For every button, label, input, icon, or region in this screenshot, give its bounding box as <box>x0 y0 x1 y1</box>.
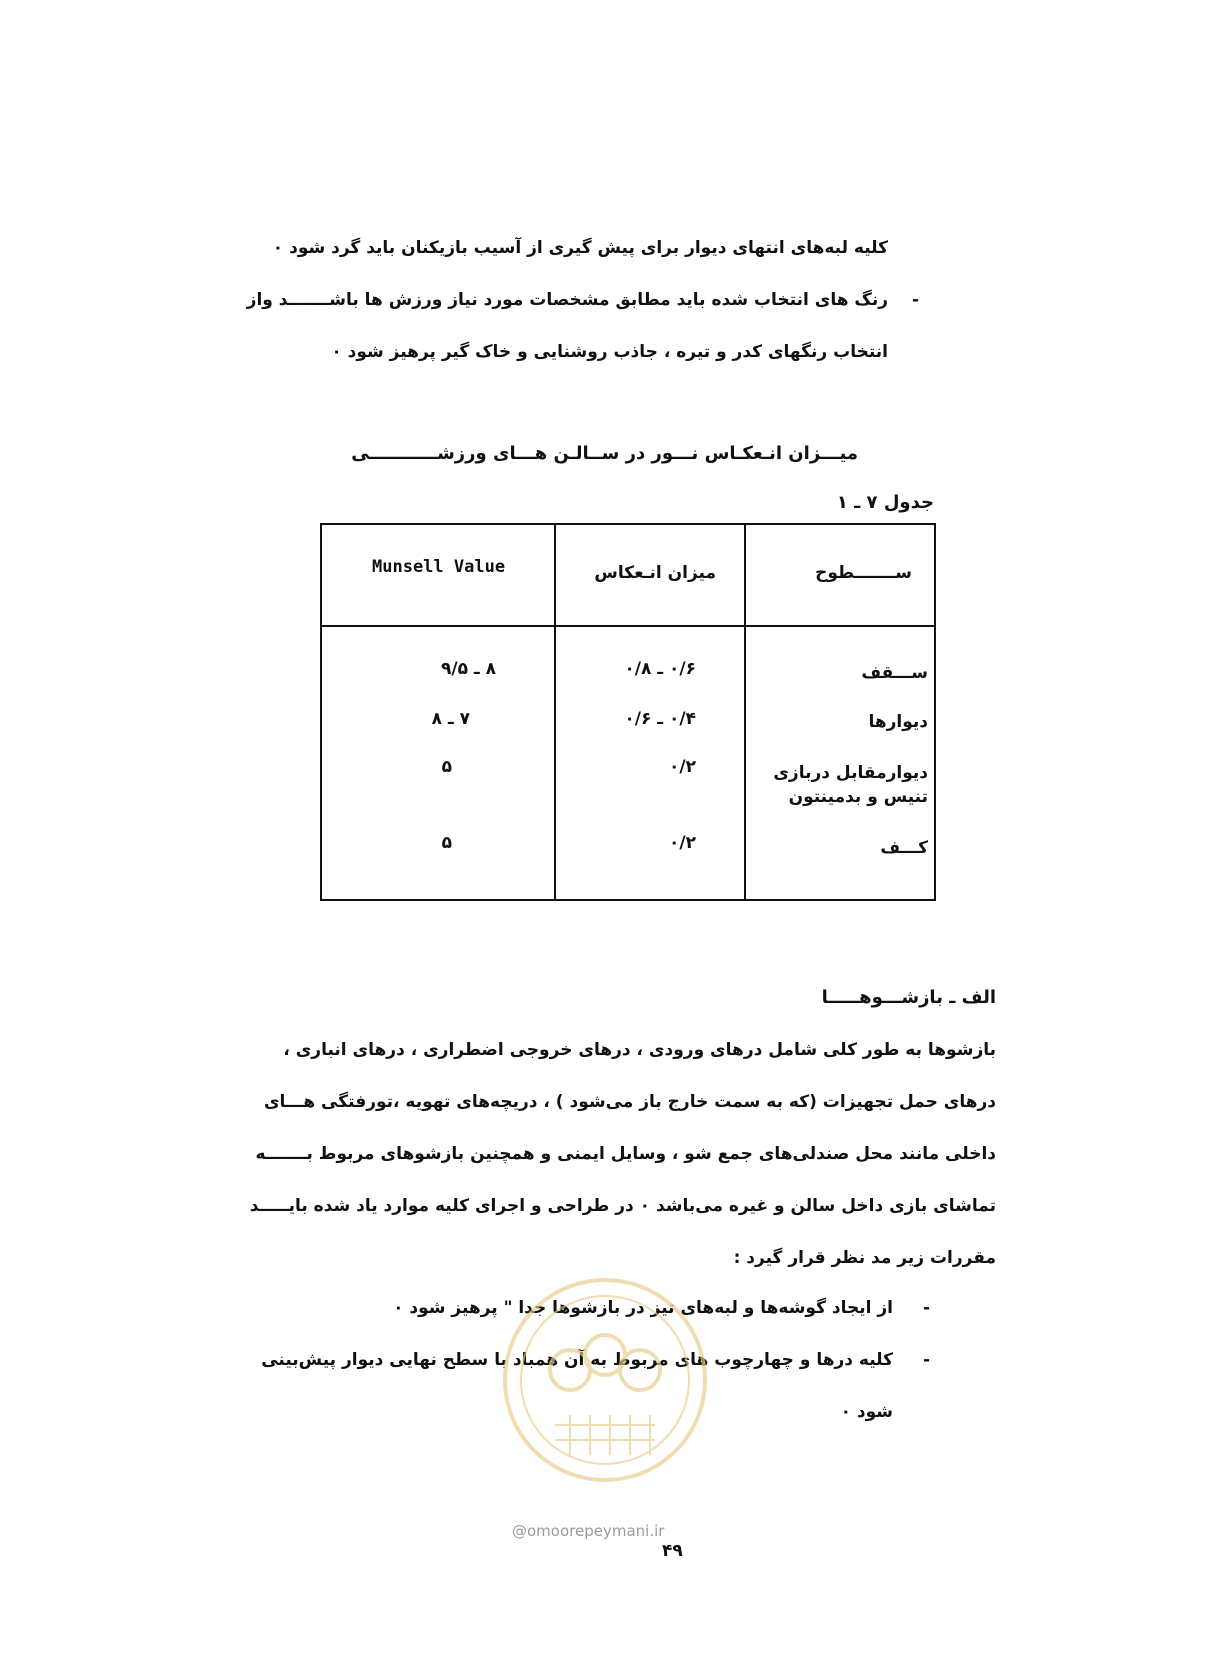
watermark-seal-icon <box>500 1275 710 1485</box>
row-surface-floor: کـــف <box>880 838 928 858</box>
table-label: جدول ۷ ـ ۱ <box>836 492 934 513</box>
bullet-marker: - <box>923 1350 931 1370</box>
reflection-table <box>320 523 936 901</box>
section-a-bullet-1: از ایجاد گوشه‌ها و لبه‌های تیز در بازشوها جدا " پرهیز شود ۰ <box>393 1298 893 1318</box>
page-number: ۴۹ <box>662 1541 683 1561</box>
column-divider-1 <box>554 525 556 899</box>
section-a-para-line-3: داخلی مانند محل صندلی‌های جمع شو ، وسایل ایمنی و همچنین بازشوهای مربوط بـــــــه <box>255 1144 996 1164</box>
section-a-para-line-1: بازشوها به طور کلی شامل درهای ورودی ، درهای خروجی اضطراری ، درهای انباری ، <box>283 1040 996 1060</box>
row-surface-ceiling: ســـقف <box>861 663 928 683</box>
section-a-bullet-2: کلیه درها و چهارچوب های مربوط به آن همباد با سطح نهایی دیوار پیش‌بینی <box>261 1350 893 1370</box>
bullet-marker: - <box>912 290 920 310</box>
row-munsell-floor: ۵ <box>441 833 452 853</box>
row-munsell-walls: ۷ ـ ۸ <box>431 709 470 729</box>
header-divider <box>322 625 934 627</box>
table-title: میـــزان انـعکـاس نـــور در ســالـن هـــای ورزشـــــــــــی <box>351 443 858 464</box>
header-reflection: میزان انـعکاس <box>594 563 716 583</box>
header-surfaces: ســـــــطوح <box>815 563 912 583</box>
row-surface-walls: دیوارها <box>868 712 928 732</box>
intro-line-2: رنگ های انتخاب شده باید مطابق مشخصات مورد نیاز ورزش ها باشـــــــد واز <box>246 290 888 310</box>
row-surface-court-wall: دیوارمقابل دربازی <box>773 763 928 783</box>
row-reflection-court-wall: ۰/۲ <box>669 757 696 777</box>
row-surface-court-wall-line2: تنیس و بدمینتون <box>788 787 928 807</box>
site-url: @omoorepeymani.ir <box>512 1522 665 1540</box>
section-a-bullet-2-continued: شود ۰ <box>840 1402 893 1422</box>
section-a-para-line-4: تماشای بازی داخل سالن و غیره می‌باشد ۰ در طراحی و اجرای کلیه موارد یاد شده بایـــــد <box>249 1196 996 1216</box>
section-a-heading: الف ـ بازشـــوهـــــا <box>821 987 996 1008</box>
intro-line-1: کلیه لبه‌های انتهای دیوار برای پیش گیری از آسیب بازیکنان باید گرد شود ۰ <box>272 238 888 258</box>
row-munsell-ceiling: ۸ ـ ۹/۵ <box>440 659 496 679</box>
section-a-para-line-5: مقررات زیر مد نظر قرار گیرد : <box>733 1248 996 1268</box>
column-divider-2 <box>744 525 746 899</box>
bullet-marker: - <box>923 1298 931 1318</box>
row-reflection-floor: ۰/۲ <box>669 833 696 853</box>
row-munsell-court-wall: ۵ <box>441 757 452 777</box>
row-reflection-walls: ۰/۴ ـ ۰/۶ <box>624 709 696 729</box>
intro-line-3: انتخاب رنگهای کدر و تیره ، جاذب روشنایی و خاک گیر پرهیز شود ۰ <box>331 342 888 362</box>
section-a-para-line-2: درهای حمل تجهیزات (که به سمت خارج باز می‌شود ) ، دریچه‌های تهویه ،تورفتگی هـــای <box>263 1092 996 1112</box>
row-reflection-ceiling: ۰/۶ ـ ۰/۸ <box>624 659 696 679</box>
header-munsell: Munsell Value <box>372 557 506 577</box>
